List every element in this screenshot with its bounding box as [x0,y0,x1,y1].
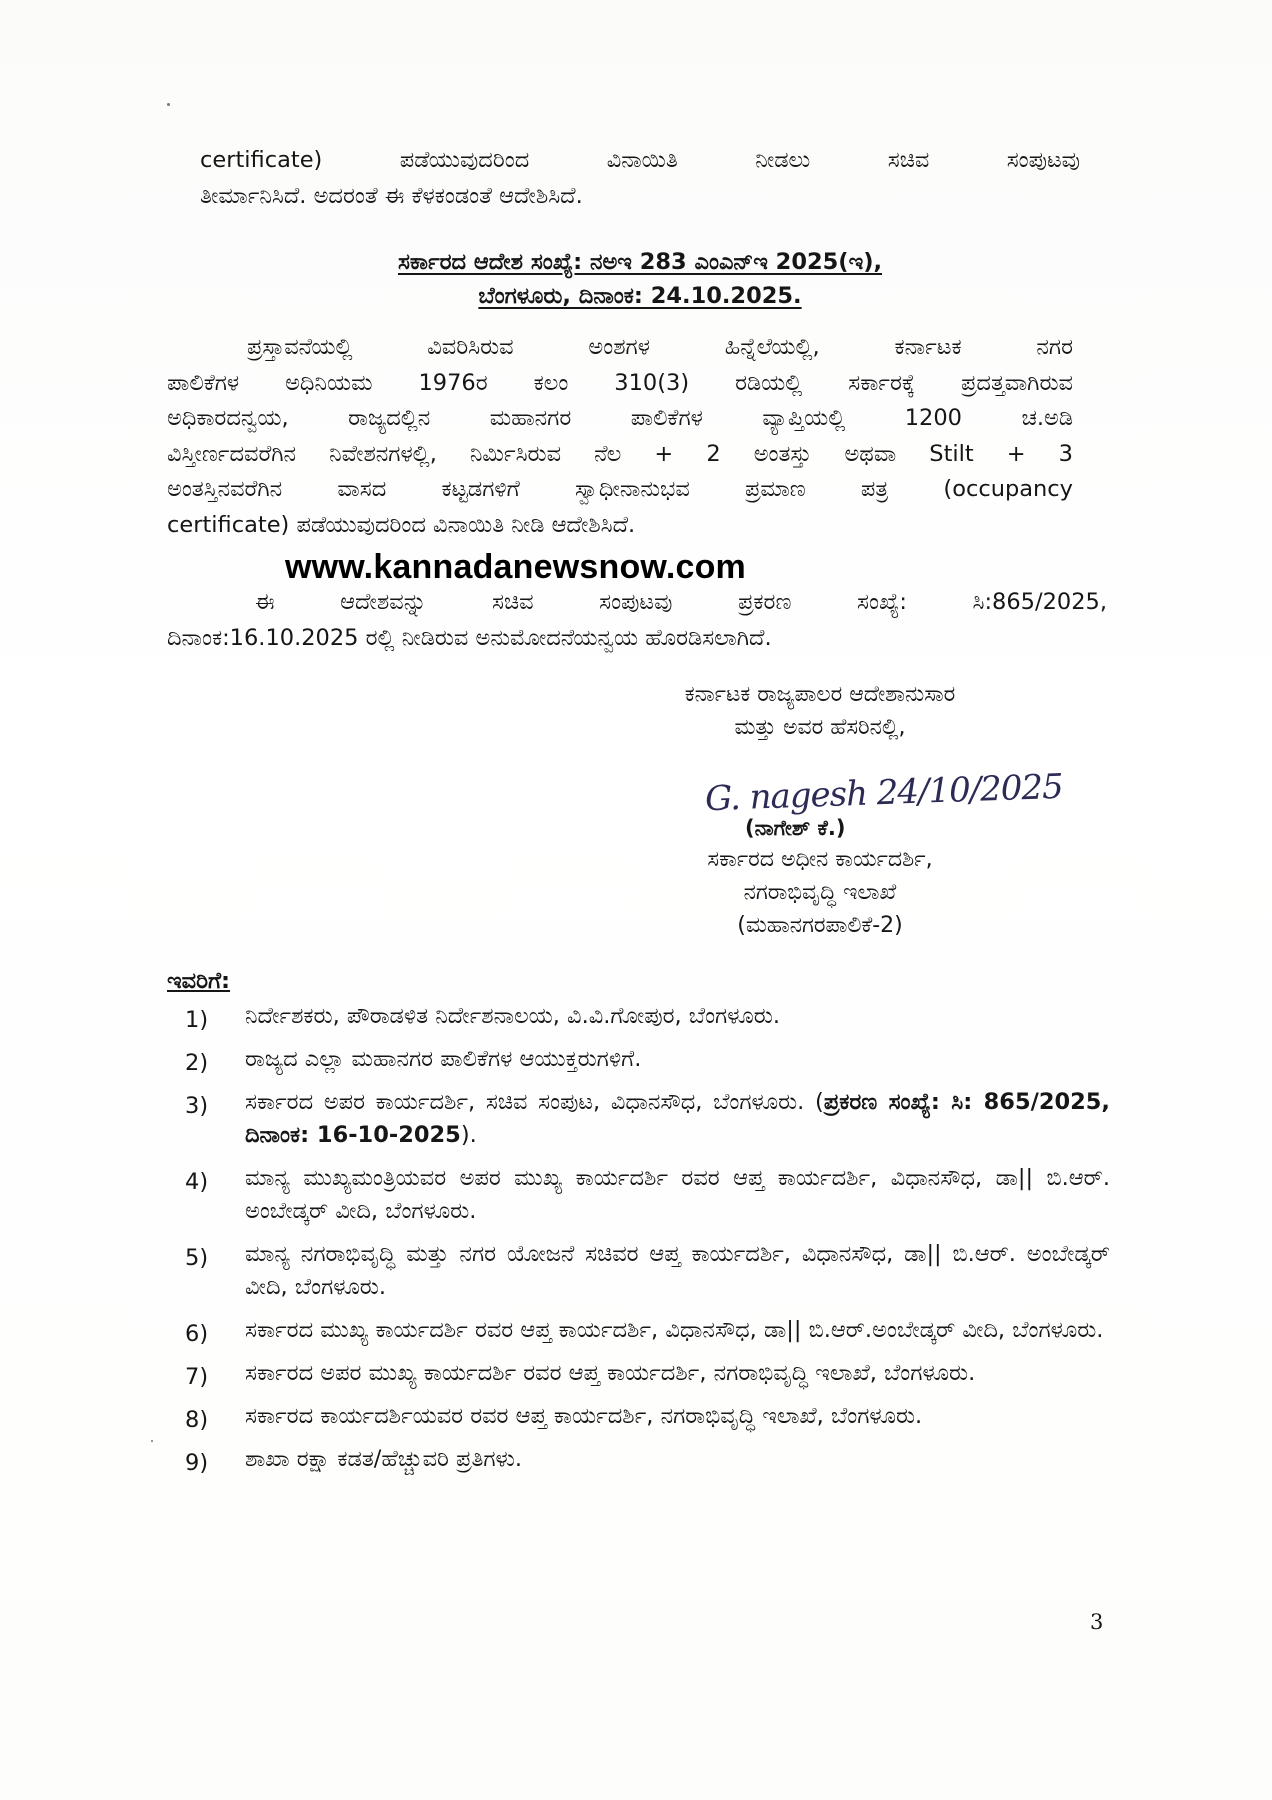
recipient-item [185,1314,1110,1347]
designation-line-1: ಸರ್ಕಾರದ ಅಧೀನ ಕಾರ್ಯದರ್ಶಿ, [707,847,933,872]
designation-line-3: (ಮಹಾನಗರಪಾಲಿಕೆ-2) [737,913,903,938]
recipient-number: 3) [185,1093,209,1119]
signature-block-line-1: ಕರ್ನಾಟಕ ರಾಜ್ಯಪಾಲರ ಆದೇಶಾನುಸಾರ [684,682,956,707]
order-heading [200,245,1080,313]
recipient-number: 5) [185,1245,209,1271]
handwritten-signature: G. nagesh 24/10/2025 [704,766,1064,820]
recipient-text: ಮಾನ್ಯ ಮುಖ್ಯಮಂತ್ರಿಯವರ ಅಪರ ಮುಖ್ಯ ಕಾರ್ಯದರ್ಶಿ ರವರ ಆಪ್ತ ಕಾರ್ಯದರ್ಶಿ, ವಿಧಾನಸೌಧ, ಡಾ|| ಬಿ.ಆರ್. ಅಂಬೇಡ್ಕರ್ ವೀದಿ, ಬೆಂಗಳೂರು. [245,1165,1110,1224]
designation-line-2: ನಗರಾಭಿವೃದ್ಧಿ ಇಲಾಖೆ [743,880,897,905]
recipient-number: 6) [185,1321,209,1347]
recipient-text: ಸರ್ಕಾರದ ಅಪರ ಮುಖ್ಯ ಕಾರ್ಯದರ್ಶಿ ರವರ ಆಪ್ತ ಕಾರ್ಯದರ್ಶಿ, ನಗರಾಭಿವೃದ್ಧಿ ಇಲಾಖೆ, ಬೆಂಗಳೂರು. [245,1360,976,1386]
approval-paragraph-line-2: ದಿನಾಂಕ:16.10.2025 ರಲ್ಲಿ ನೀಡಿರುವ ಅನುಮೋದನೆಯನ್ವಯ ಹೊರಡಿಸಲಾಗಿದೆ. [167,624,772,651]
order-heading-line-1: ಸರ್ಕಾರದ ಆದೇಶ ಸಂಖ್ಯೆ: ನಅಇ 283 ಎಂಎನ್ಇ 2025(ಇ), [397,249,883,275]
signature-block [600,678,1040,744]
main-paragraph-line-2: ಪಾಲಿಕೆಗಳ ಅಧಿನಿಯಮ 1976ರ ಕಲಂ 310(3) ರಡಿಯಲ್ಲಿ ಸರ್ಕಾರಕ್ಕೆ ಪ್ರದತ್ತವಾಗಿರುವ [167,369,1073,396]
recipient-item [185,1162,1110,1228]
main-paragraph-line-6: certificate) ಪಡೆಯುವುದರಿಂದ ವಿನಾಯಿತಿ ನೀಡಿ ಆದೇಶಿಸಿದೆ. [167,511,636,538]
recipient-number: 2) [185,1050,209,1076]
recipient-text: ರಾಜ್ಯದ ಎಲ್ಲಾ ಮಹಾನಗರ ಪಾಲಿಕೆಗಳ ಆಯುಕ್ತರುಗಳಿಗೆ. [245,1046,642,1072]
website-watermark: www.kannadanewsnow.com [285,548,746,586]
scan-speck [151,1440,153,1442]
recipient-text: ನಿರ್ದೇಶಕರು, ಪೌರಾಡಳಿತ ನಿರ್ದೇಶನಾಲಯ, ವಿ.ವಿ.ಗೋಪುರ, ಬೆಂಗಳೂರು. [245,1003,780,1029]
approval-paragraph-line-1: ಈ ಆದೇಶವನ್ನು ಸಚಿವ ಸಂಪುಟವು ಪ್ರಕರಣ ಸಂಖ್ಯೆ: ಸಿ:865/2025, [255,589,1107,615]
recipient-text: ಸರ್ಕಾರದ ಕಾರ್ಯದರ್ಶಿಯವರ ರವರ ಆಪ್ತ ಕಾರ್ಯದರ್ಶಿ, ನಗರಾಭಿವೃದ್ಧಿ ಇಲಾಖೆ, ಬೆಂಗಳೂರು. [245,1403,923,1429]
approval-paragraph [167,585,1107,656]
recipient-number: 4) [185,1169,209,1195]
signature-block-line-2: ಮತ್ತು ಅವರ ಹೆಸರಿನಲ್ಲಿ, [734,715,906,740]
order-heading-line-2: ಬೆಂಗಳೂರು, ದಿನಾಂಕ: 24.10.2025. [478,283,802,309]
recipient-text: ಮಾನ್ಯ ನಗರಾಭಿವೃದ್ಧಿ ಮತ್ತು ನಗರ ಯೋಜನೆ ಸಚಿವರ ಆಪ್ತ ಕಾರ್ಯದರ್ಶಿ, ವಿಧಾನಸೌಧ, ಡಾ|| ಬಿ.ಆರ್. ಅಂಬೇಡ್ಕರ್ ವೀದಿ, ಬೆಂಗಳೂರು. [245,1241,1110,1300]
recipients-heading: ಇವರಿಗೆ: [167,968,231,994]
recipient-item [185,1086,1110,1152]
recipient-number: 8) [185,1407,209,1433]
recipient-number: 7) [185,1364,209,1390]
recipient-text-end: ). [460,1122,477,1148]
recipient-item [185,1443,1110,1476]
main-paragraph [167,330,1073,543]
recipients-list [185,1000,1110,1486]
recipient-number: 9) [185,1450,209,1476]
recipient-text: ಸರ್ಕಾರದ ಮುಖ್ಯ ಕಾರ್ಯದರ್ಶಿ ರವರ ಆಪ್ತ ಕಾರ್ಯದರ್ಶಿ, ವಿಧಾನಸೌಧ, ಡಾ|| ಬಿ.ಆರ್.ಅಂಬೇಡ್ಕರ್ ವೀದಿ, ಬೆಂಗಳೂರು. [245,1317,1104,1343]
main-paragraph-line-4: ವಿಸ್ತೀರ್ಣದವರೆಗಿನ ನಿವೇಶನಗಳಲ್ಲಿ, ನಿರ್ಮಿಸಿರುವ ನೆಲ + 2 ಅಂತಸ್ತು ಅಥವಾ Stilt + 3 [167,440,1073,467]
recipient-item [185,1238,1110,1304]
signatory-name: (ನಾಗೇಶ್ ಕೆ.) [745,816,846,840]
top-paragraph-line-2: ತೀರ್ಮಾನಿಸಿದೆ. ಅದರಂತೆ ಈ ಕೆಳಕಂಡಂತೆ ಆದೇಶಿಸಿದೆ. [200,182,583,209]
recipient-case-reference: ಪ್ರಕರಣ ಸಂಖ್ಯೆ: ಸಿ: 865/2025, ದಿನಾಂಕ: 16-10-2025 [245,1089,1110,1148]
scan-speck [167,103,170,106]
recipient-item [185,1043,1110,1076]
recipient-text: ಸರ್ಕಾರದ ಅಪರ ಕಾರ್ಯದರ್ಶಿ, ಸಚಿವ ಸಂಪುಟ, ವಿಧಾನಸೌಧ, ಬೆಂಗಳೂರು. ( [245,1089,824,1115]
page-number: 3 [1090,1610,1104,1634]
recipient-text: ಶಾಖಾ ರಕ್ಷಾ ಕಡತ/ಹೆಚ್ಚುವರಿ ಪ್ರತಿಗಳು. [245,1446,523,1472]
main-paragraph-line-5: ಅಂತಸ್ತಿನವರೆಗಿನ ವಾಸದ ಕಟ್ಟಡಗಳಿಗೆ ಸ್ವಾಧೀನಾನುಭವ ಪ್ರಮಾಣ ಪತ್ರ (occupancy [167,476,1073,502]
top-paragraph-line-1: certificate) ಪಡೆಯುವುದರಿಂದ ವಿನಾಯಿತಿ ನೀಡಲು ಸಚಿವ ಸಂಪುಟವು [200,147,1080,173]
top-paragraph [200,143,1080,214]
signatory-designation [620,843,1020,942]
main-paragraph-line-3: ಅಧಿಕಾರದನ್ವಯ, ರಾಜ್ಯದಲ್ಲಿನ ಮಹಾನಗರ ಪಾಲಿಕೆಗಳ ವ್ಯಾಪ್ತಿಯಲ್ಲಿ 1200 ಚ.ಅಡಿ [167,405,1073,431]
recipient-number: 1) [185,1007,209,1033]
recipient-item [185,1357,1110,1390]
recipient-item [185,1400,1110,1433]
recipient-item [185,1000,1110,1033]
main-paragraph-line-1: ಪ್ರಸ್ತಾವನೆಯಲ್ಲಿ ವಿವರಿಸಿರುವ ಅಂಶಗಳ ಹಿನ್ನೆಲೆಯಲ್ಲಿ, ಕರ್ನಾಟಕ ನಗರ [247,334,1073,360]
